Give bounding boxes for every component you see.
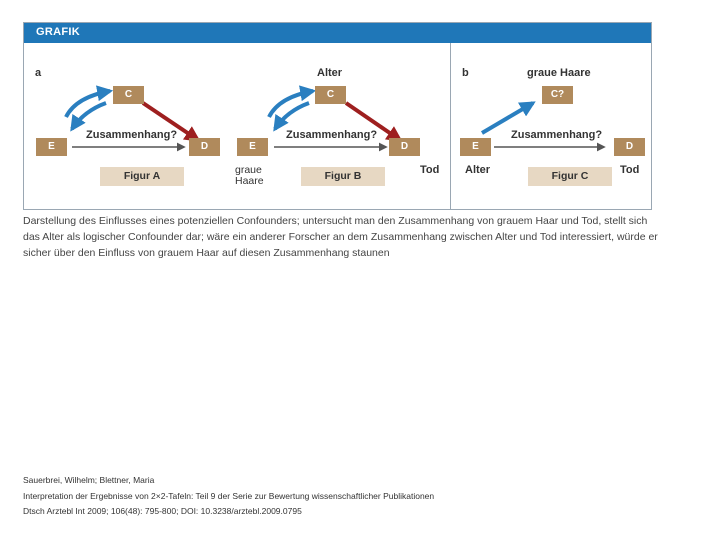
- figA-question: Zusammenhang?: [86, 129, 178, 141]
- source-authors: Sauerbrei, Wilhelm; Blettner, Maria: [23, 475, 155, 485]
- figC-box-d: D: [614, 138, 645, 156]
- figB-box-e: E: [237, 138, 268, 156]
- figC-question: Zusammenhang?: [511, 129, 603, 141]
- panel-a-letter: a: [35, 67, 42, 79]
- figB-left-line2: Haare: [235, 175, 264, 187]
- figC-box-e: E: [460, 138, 491, 156]
- source-citation-line: Dtsch Arztebl Int 2009; 106(48): 795-800; DOI: 10.3238/arztebl.2009.0795: [23, 506, 302, 516]
- figB-box-c: C: [315, 86, 346, 104]
- figA-box-c: C: [113, 86, 144, 104]
- source-citation: [23, 473, 434, 520]
- figA-label: Figur A: [100, 167, 184, 186]
- panel-b-letter: b: [462, 67, 469, 79]
- figC-left-label: Alter: [465, 164, 491, 176]
- figC-label: Figur C: [528, 167, 612, 186]
- figB-left-label: [235, 165, 264, 187]
- figB-right-label: Tod: [420, 164, 440, 176]
- figA-box-d: D: [189, 138, 220, 156]
- figC-right-label: Tod: [620, 164, 640, 176]
- figC-box-c: C?: [542, 86, 573, 104]
- figB-box-d: D: [389, 138, 420, 156]
- figC-top-label: graue Haare: [527, 67, 591, 79]
- figB-left-line1: graue: [235, 164, 262, 176]
- figure-caption: Darstellung des Einflusses eines potenziellen Confounders; untersucht man den Zusammenhang von grauem Haar und Tod, stellt sich das Alter als logischer Confounder dar; wäre ein anderer Forscher an dem Zusammenhang zwischen Alter und Tod interessiert, würde er sicher über den Einfluss von grauem Haar auf diesen Zusammenhang staunen: [23, 215, 658, 259]
- figA-blue-arrow-down: [72, 103, 106, 129]
- figB-question: Zusammenhang?: [286, 129, 378, 141]
- figA-box-e: E: [36, 138, 67, 156]
- source-title: Interpretation der Ergebnisse von 2×2-Tafeln: Teil 9 der Serie zur Bewertung wissenschaftlicher Publikationen: [23, 490, 435, 501]
- figure-header-title: GRAFIK: [36, 26, 80, 38]
- confounder-figure: [23, 22, 652, 210]
- figB-blue-arrow-down: [275, 103, 309, 129]
- figB-top-label: Alter: [317, 67, 343, 79]
- figB-label: Figur B: [301, 167, 385, 186]
